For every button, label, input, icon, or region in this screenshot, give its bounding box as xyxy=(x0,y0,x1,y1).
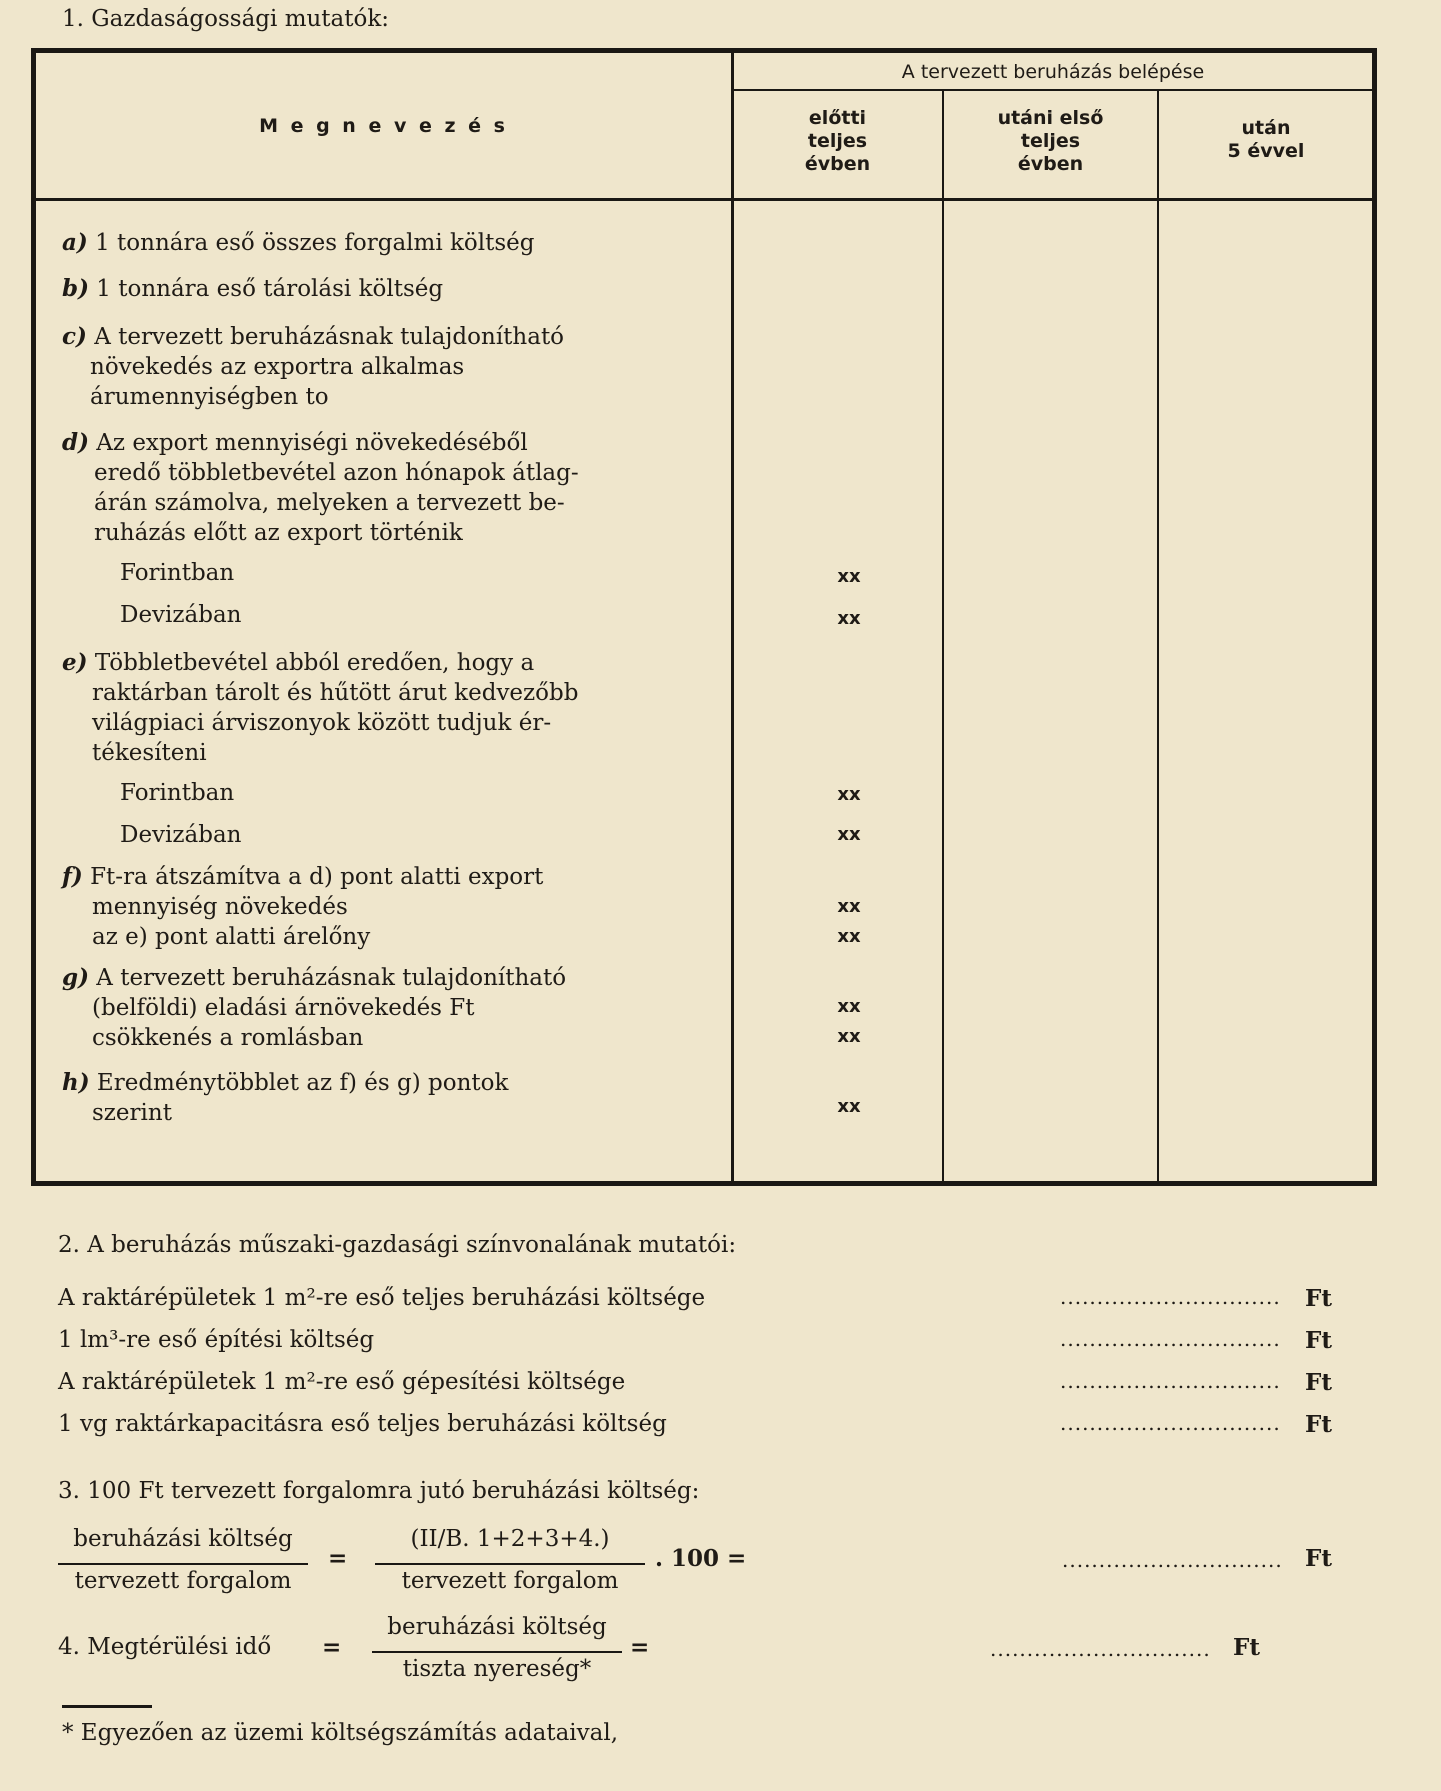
xx-marker: xx xyxy=(837,1096,861,1117)
xx-marker: xx xyxy=(837,784,861,805)
row-a: a) 1 tonnára eső összes forgalmi költség xyxy=(62,229,535,256)
footnote: * Egyezően az üzemi költségszámítás adataival, xyxy=(62,1720,619,1746)
row-d-forint: Forintban xyxy=(120,560,235,586)
fraction-denominator: tiszta nyereség* xyxy=(402,1656,592,1682)
unit-label: Ft xyxy=(1305,1545,1332,1572)
row-c: c) A tervezett beruházásnak tulajdonítható növekedés az exportra alkalmas árumennyiségben to xyxy=(62,323,565,410)
fill-dots: .............................. xyxy=(1060,1369,1281,1393)
section2-title: 2. A beruházás műszaki-gazdasági színvonalának mutatói: xyxy=(58,1232,737,1258)
fill-dots: .............................. xyxy=(990,1637,1211,1661)
column-divider xyxy=(731,53,734,1181)
metric-line: 1 lm³-re eső építési költség xyxy=(58,1327,375,1353)
row-e: e) Többletbevétel abból eredően, hogy a raktárban tárolt és hűtött árut kedvezőbb világpiaci árviszonyok között tudjuk ér- tékesíteni xyxy=(62,649,579,766)
fraction-denominator: tervezett forgalom xyxy=(74,1568,292,1594)
column-divider xyxy=(1157,91,1159,1181)
unit-label: Ft xyxy=(1305,1369,1332,1396)
row-e-forint: Forintban xyxy=(120,780,235,806)
times-hundred: . 100 = xyxy=(655,1545,747,1572)
row-e-deviza: Devizában xyxy=(120,822,242,848)
fraction-numerator: (II/B. 1+2+3+4.) xyxy=(410,1526,610,1552)
metric-line: A raktárépületek 1 m²-re eső gépesítési költsége xyxy=(58,1369,626,1395)
equals-sign: = xyxy=(630,1634,650,1661)
xx-marker: xx xyxy=(837,608,861,629)
xx-marker: xx xyxy=(837,1026,861,1047)
section4-label: 4. Megtérülési idő xyxy=(58,1634,272,1660)
xx-marker: xx xyxy=(837,824,861,845)
col-header-first-year: utáni első teljes évben xyxy=(997,107,1104,175)
unit-label: Ft xyxy=(1305,1327,1332,1354)
xx-marker: xx xyxy=(837,566,861,587)
fraction-denominator: tervezett forgalom xyxy=(401,1568,619,1594)
section3-title: 3. 100 Ft tervezett forgalomra jutó beruházási költség: xyxy=(58,1478,700,1504)
fill-dots: .............................. xyxy=(1062,1548,1283,1572)
metric-line: 1 vg raktárkapacitásra eső teljes beruházási költség xyxy=(58,1411,667,1437)
section1-title: 1. Gazdaságossági mutatók: xyxy=(62,6,390,32)
xx-marker: xx xyxy=(837,926,861,947)
metric-line: A raktárépületek 1 m²-re eső teljes beruházási költsége xyxy=(58,1285,706,1311)
row-d: d) Az export mennyiségi növekedéséből eredő többletbevétel azon hónapok átlag- árán számolva, melyeken a tervezett be- ruházás előtt az export történik xyxy=(62,429,579,546)
column-divider xyxy=(942,91,944,1181)
col-header-before: előtti teljes évben xyxy=(804,107,871,175)
unit-label: Ft xyxy=(1305,1285,1332,1312)
unit-label: Ft xyxy=(1233,1634,1260,1661)
fraction-bar xyxy=(372,1651,622,1653)
fill-dots: .............................. xyxy=(1060,1327,1281,1351)
fill-dots: .............................. xyxy=(1060,1285,1281,1309)
name-header: M e g n e v e z é s xyxy=(259,115,508,137)
xx-marker: xx xyxy=(837,996,861,1017)
fraction-bar xyxy=(58,1563,308,1565)
fraction-numerator: beruházási költség xyxy=(73,1526,293,1552)
equals-sign: = xyxy=(328,1545,348,1572)
row-f: f) Ft-ra átszámítva a d) pont alatti export mennyiség növekedés az e) pont alatti árelőny xyxy=(62,863,544,950)
fraction-numerator: beruházási költség xyxy=(387,1614,607,1640)
row-d-deviza: Devizában xyxy=(120,602,242,628)
fraction-bar xyxy=(375,1563,645,1565)
group-header-divider xyxy=(733,89,1373,91)
footnote-rule xyxy=(62,1705,152,1708)
fill-dots: .............................. xyxy=(1060,1411,1281,1435)
unit-label: Ft xyxy=(1305,1411,1332,1438)
row-h: h) Eredménytöbblet az f) és g) pontok szerint xyxy=(62,1069,509,1126)
header-divider xyxy=(36,198,1373,201)
row-b: b) 1 tonnára eső tárolási költség xyxy=(62,275,444,302)
group-header: A tervezett beruházás belépése xyxy=(901,61,1205,83)
equals-sign: = xyxy=(322,1634,342,1661)
xx-marker: xx xyxy=(837,896,861,917)
row-g: g) A tervezett beruházásnak tulajdonítható (belföldi) eladási árnövekedés Ft csökkenés a romlásban xyxy=(62,964,567,1051)
col-header-after-5: után 5 évvel xyxy=(1227,117,1305,162)
